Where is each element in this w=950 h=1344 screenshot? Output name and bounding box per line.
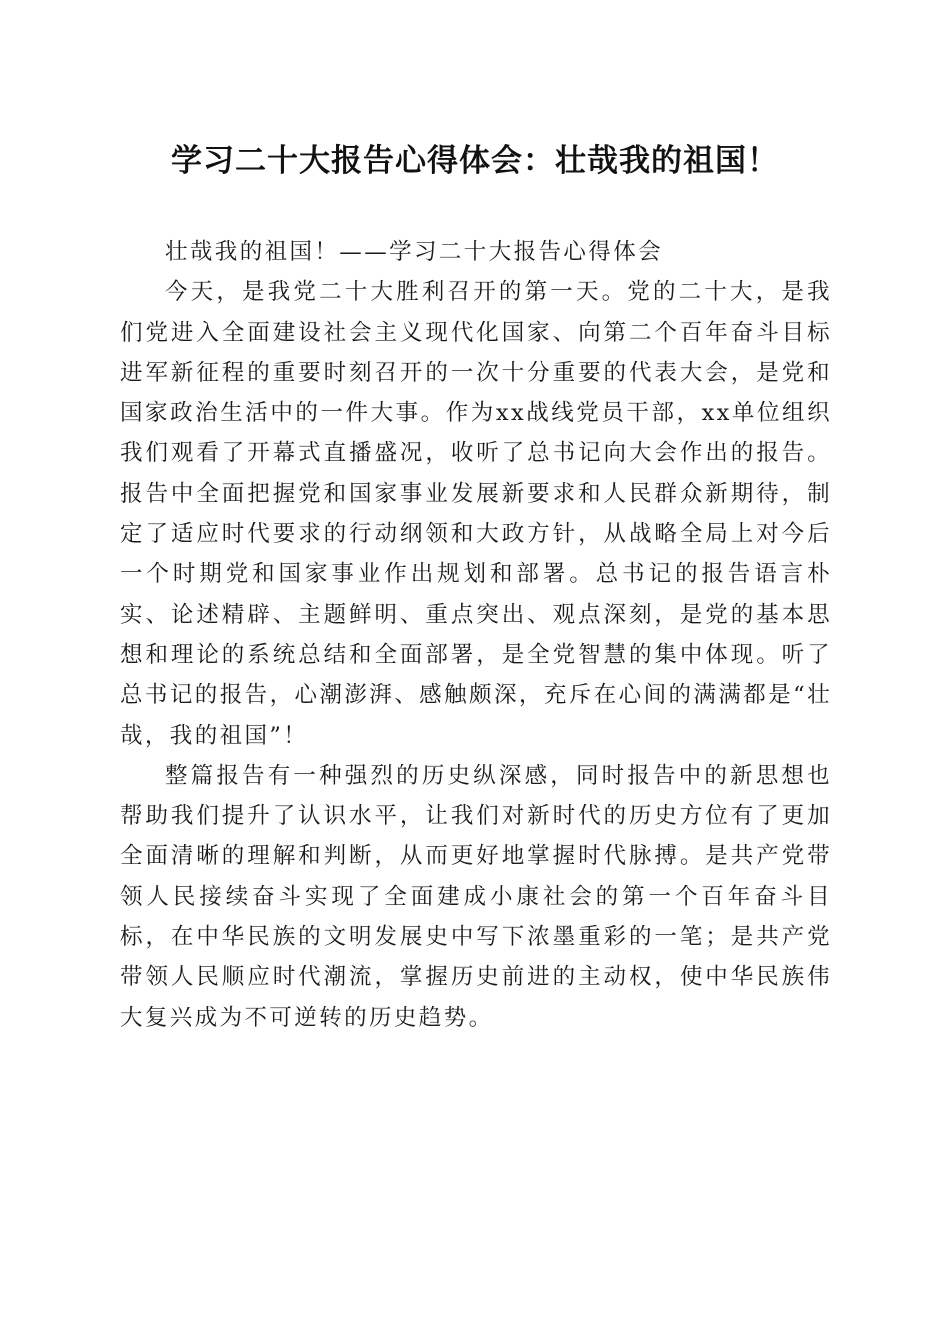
document-title: 学习二十大报告心得体会：壮哉我的祖国！ [171, 143, 779, 179]
document-body [120, 232, 832, 1038]
document-subtitle: 壮哉我的祖国！——学习二十大报告心得体会 [165, 239, 664, 265]
paragraph-2: 整篇报告有一种强烈的历史纵深感，同时报告中的新思想也帮助我们提升了认识水平，让我们对新时代的历史方位有了更加全面清晰的理解和判断，从而更好地掌握时代脉搏。是共产党带领人民接续奋斗实现了全面建成小康社会的第一个百年奋斗目标，在中华民族的文明发展史中写下浓墨重彩的一笔；是共产党带领人民顺应时代潮流，掌握历史前进的主动权，使中华民族伟大复兴成为不可逆转的历史趋势。 [120, 762, 832, 1031]
paragraph-1: 今天，是我党二十大胜利召开的第一天。党的二十大，是我们党进入全面建设社会主义现代化国家、向第二个百年奋斗目标进军新征程的重要时刻召开的一次十分重要的代表大会，是党和国家政治生活中的一件大事。作为xx战线党员干部，xx单位组织我们观看了开幕式直播盛况，收听了总书记向大会作出的报告。报告中全面把握党和国家事业发展新要求和人民群众新期待，制定了适应时代要求的行动纲领和大政方针，从战略全局上对今后一个时期党和国家事业作出规划和部署。总书记的报告语言朴实、论述精辟、主题鲜明、重点突出、观点深刻，是党的基本思想和理论的系统总结和全面部署，是全党智慧的集中体现。听了总书记的报告，心潮澎湃、感触颇深，充斥在心间的满满都是“壮哉，我的祖国”！ [120, 279, 832, 749]
